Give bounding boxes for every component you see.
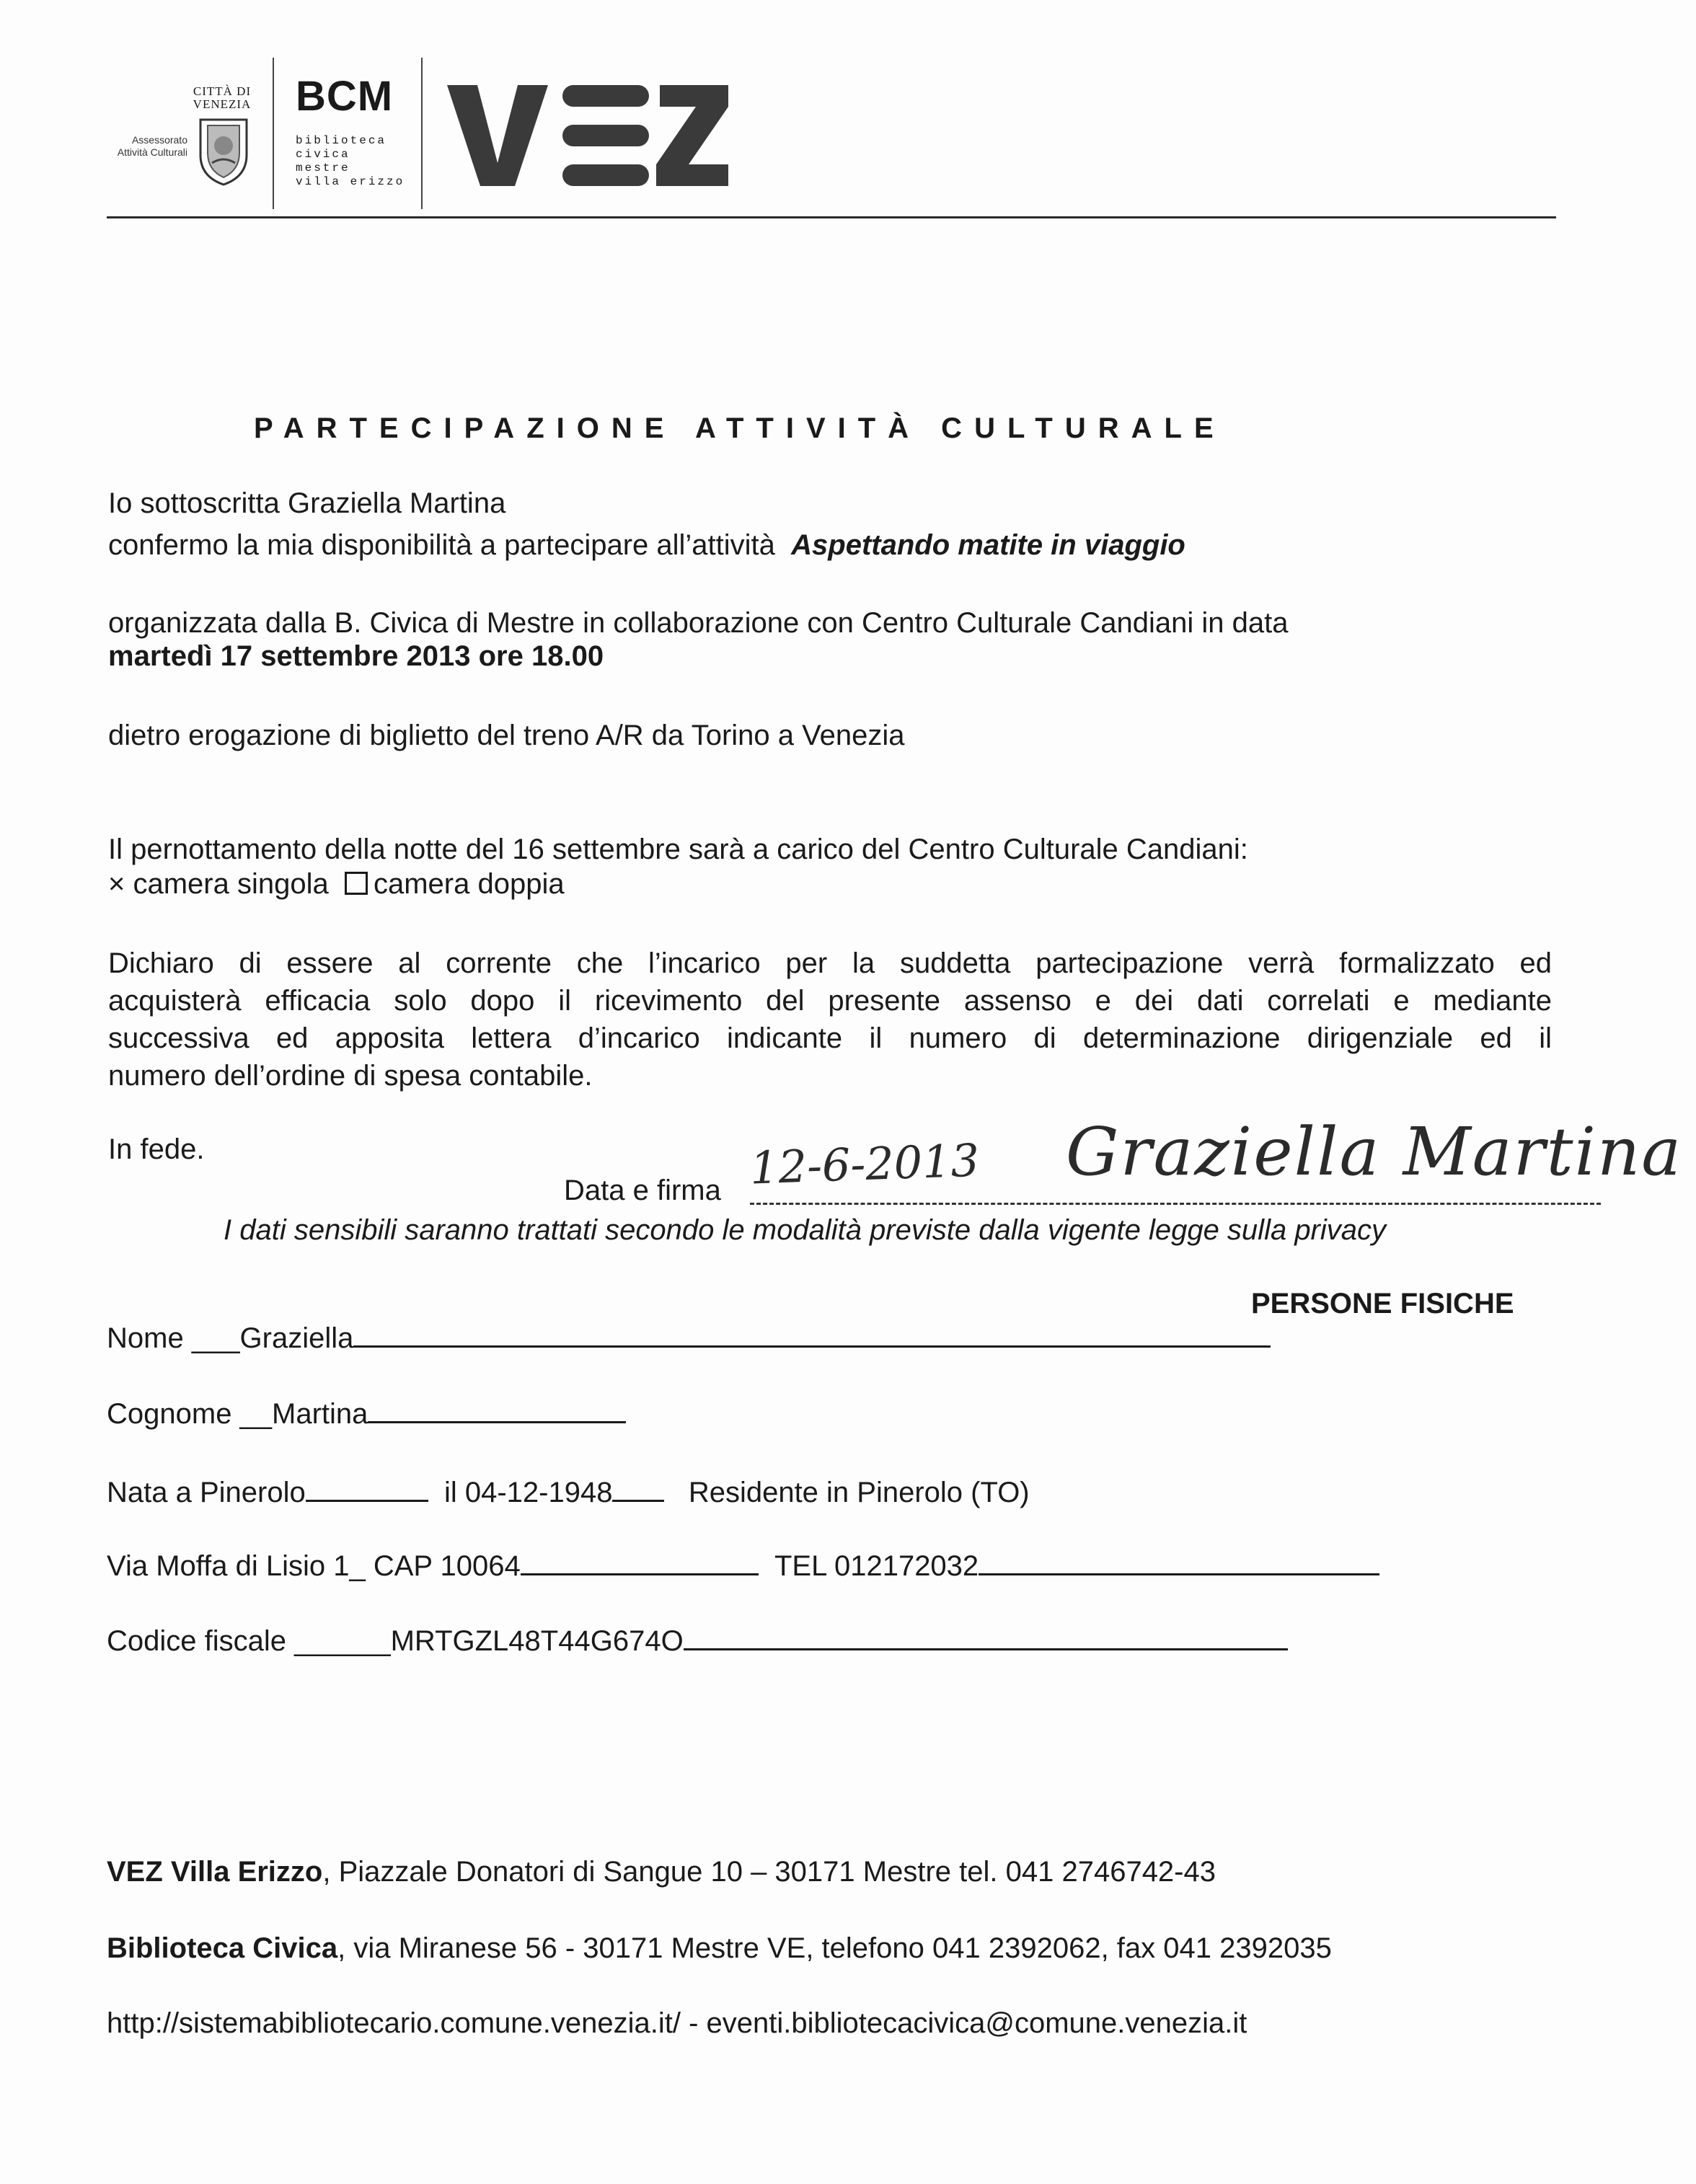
header-divider [421,58,423,209]
address-value: Via Moffa di Lisio 1_ CAP 10064 [107,1550,521,1582]
declaration-line: successiva ed apposita lettera d’incarico indicante il numero di determinazione dirigenziale ed il [108,1022,1552,1054]
footer-vez [107,1853,1216,1891]
cognome-field [107,1395,626,1433]
bcm-subtitle [296,134,405,189]
address-field [107,1547,1379,1585]
document-title: PARTECIPAZIONE ATTIVITÀ CULTURALE [254,412,1226,444]
nome-value: Nome ___Graziella [107,1322,354,1354]
address-underline [521,1547,759,1575]
declaration-paragraph [108,945,1552,1095]
footer-vez-address: , Piazzale Donatori di Sangue 10 – 30171 Mestre tel. 041 2746742-43 [322,1856,1216,1888]
declaration-line: acquisterà efficacia solo dopo il ricevimento del presente assenso e dei dati correlati e mediante [108,985,1552,1017]
residence-value: Residente in Pinerolo (TO) [688,1477,1030,1508]
bcm-line: mestre [296,162,350,174]
bcm-line: biblioteca [296,134,387,147]
intro-text: confermo la mia disponibilità a partecipare all’attività [108,529,775,561]
in-fede: In fede. [108,1133,205,1165]
footer-biblioteca-name: Biblioteca Civica [107,1932,338,1964]
persone-fisiche-heading: PERSONE FISICHE [1251,1288,1514,1319]
single-room-checkmark[interactable]: × [108,868,125,900]
birth-residence-field [107,1474,1030,1511]
intro-line-2 [108,526,1185,564]
phone-underline [979,1547,1379,1575]
cognome-value: Cognome __Martina [107,1398,368,1430]
footer-web-email[interactable]: http://sistemabibliotecario.comune.venezia.it/ - eventi.bibliotecacivica@comune.venezia.it [107,2007,1247,2039]
vez-logo [440,78,736,193]
birthdate-underline [612,1474,664,1502]
crest-caption: CITTÀ DI VENEZIA [193,84,252,111]
declaration-line: Dichiaro di essere al corrente che l’incarico per la suddetta partecipazione verrà formalizzato ed [108,947,1552,979]
bcm-logo: BCM [296,73,394,120]
activity-name: Aspettando matite in viaggio [791,529,1185,561]
birthdate-value: il 04-12-1948 [443,1477,613,1508]
birthplace-value: Nata a Pinerolo [107,1477,306,1508]
birthplace-underline [306,1474,428,1502]
double-room-checkbox[interactable] [345,872,368,895]
header-divider [273,58,274,209]
organized-line: organizzata dalla B. Civica di Mestre in collaborazione con Centro Culturale Candiani in data [108,607,1289,639]
cognome-underline [368,1395,626,1423]
signature-label: Data e firma [564,1175,721,1206]
venice-crest-icon [195,115,252,187]
privacy-notice: I dati sensibili saranno trattati secondo le modalità previste dalla vigente legge sulla privacy [224,1214,1387,1246]
footer-vez-name: VEZ Villa Erizzo [107,1856,323,1888]
ticket-line: dietro erogazione di biglietto del treno A/R da Torino a Venezia [108,720,905,751]
tax-code-label: Codice fiscale ______ [107,1625,391,1657]
footer-biblioteca-address: , via Miranese 56 - 30171 Mestre VE, telefono 041 2392062, fax 041 2392035 [337,1932,1332,1964]
declaration-line: numero dell’ordine di spesa contabile. [108,1060,593,1092]
intro-line-1: Io sottoscritta Graziella Martina [108,487,506,519]
event-datetime: martedì 17 settembre 2013 ore 18.00 [108,640,604,672]
phone-value: TEL 012172032 [774,1550,979,1582]
footer-biblioteca [107,1929,1332,1967]
tax-code-underline [684,1622,1288,1650]
header-rule [107,216,1556,218]
nome-underline [353,1319,1271,1348]
lodging-line: Il pernottamento della notte del 16 settembre sarà a carico del Centro Culturale Candiani: [108,834,1248,865]
crest-department: Assessorato Attività Culturali [117,134,187,158]
bcm-line: civica [296,148,350,161]
handwritten-signature: Graziella Martina [1066,1113,1683,1190]
nome-field [107,1319,1271,1357]
double-room-label: camera doppia [373,868,565,900]
single-room-label: camera singola [133,868,329,900]
tax-code-value: MRTGZL48T44G674O [390,1625,684,1657]
bcm-line: villa erizzo [296,175,405,188]
signature-date: 12-6-2013 [748,1133,981,1195]
tax-code-field [107,1622,1288,1660]
room-options [108,865,565,903]
